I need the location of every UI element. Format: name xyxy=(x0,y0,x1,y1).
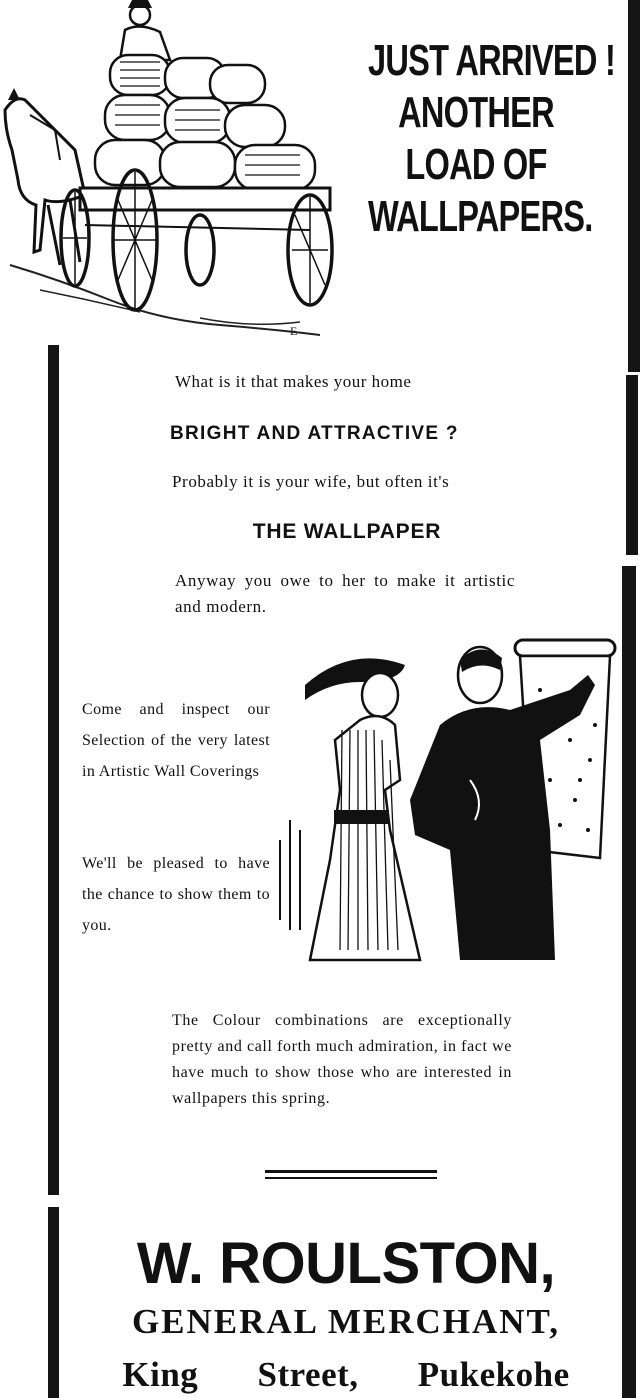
merchant-address xyxy=(70,1355,622,1395)
intro-emphasis: BRIGHT AND ATTRACTIVE ? xyxy=(170,423,459,444)
horse-wagon-illustration xyxy=(0,0,340,345)
right-column-rule-middle xyxy=(626,375,638,555)
right-column-rule-bottom xyxy=(622,566,636,1398)
right-column-rule-top xyxy=(628,0,640,372)
merchant-street: King Street, xyxy=(122,1355,359,1394)
headline-line-2: ANOTHER xyxy=(398,88,554,137)
merchant-role: GENERAL MERCHANT, xyxy=(131,1302,561,1341)
headline xyxy=(330,35,622,243)
left-rule-gap xyxy=(48,1195,59,1207)
headline-line-3: LOAD OF xyxy=(405,140,547,189)
merchant-town: Pukekohe xyxy=(417,1355,570,1394)
headline-line-1: JUST ARRIVED ! xyxy=(367,36,616,85)
intro-closing: Anyway you owe to her to make it artistic and modern. xyxy=(175,571,515,616)
intro-question: What is it that makes your home xyxy=(175,372,412,391)
section-divider-thin xyxy=(265,1177,437,1179)
intro-subject: THE WALLPAPER xyxy=(252,520,442,543)
intro-answer: Probably it is your wife, but often it's xyxy=(172,472,450,491)
section-divider xyxy=(265,1170,437,1173)
sidebar-paragraph-1: Come and inspect our Selection of the very latest in Artistic Wall Coverings xyxy=(82,701,270,780)
headline-line-4: WALLPAPERS. xyxy=(367,192,593,241)
merchant-name: W. ROULSTON, xyxy=(136,1231,556,1296)
colour-combinations-paragraph: The Colour combinations are exceptionally pretty and call forth much admiration, in fact we have much to show those who are interested in wallpapers this spring. xyxy=(172,1012,512,1107)
left-column-rule xyxy=(48,345,59,1398)
sidebar-paragraph-2: We'll be pleased to have the chance to show them to you. xyxy=(82,855,270,934)
couple-viewing-wallpaper-illustration xyxy=(270,630,622,970)
svg-text:E: E xyxy=(290,324,298,338)
